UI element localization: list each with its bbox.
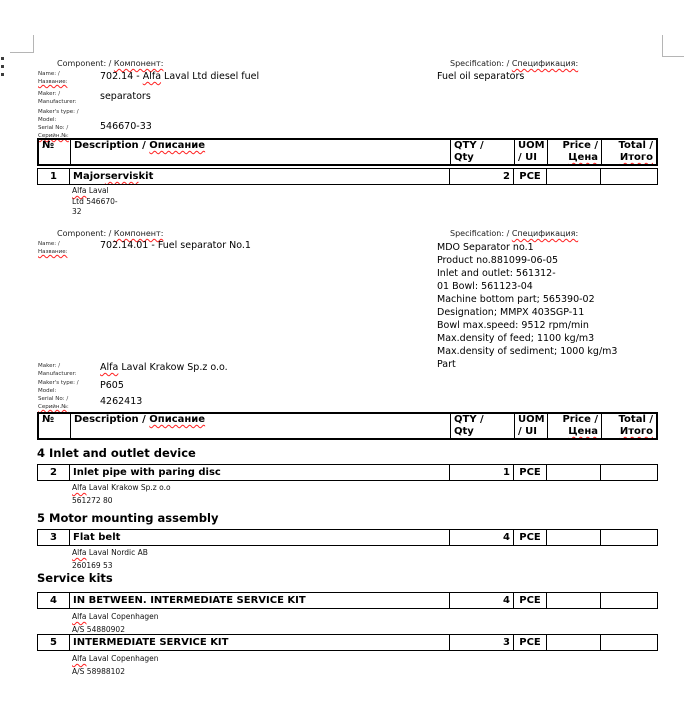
maker-note-part: Laval Krakow Sp.z o.o [86, 483, 171, 492]
spec-line: Designation; MMPX 403SGP-11 [437, 307, 585, 318]
margin-marker-dot [1, 73, 4, 76]
desc-part: IN BETWEEN. INTERMEDIATE SERVICE KIT [73, 595, 306, 606]
type-label-en: Maker's type: / [38, 109, 79, 115]
specification-label-ru: Спецификация: [511, 229, 579, 238]
header-no: № [42, 140, 55, 151]
row-5-maker-note [72, 653, 159, 678]
section-heading-motor: 5 Motor mounting assembly [37, 511, 219, 525]
maker-note-part: Alfa [72, 186, 87, 195]
row-description [69, 465, 449, 480]
serial-label-ru: Серийн.№: [38, 133, 69, 139]
table1-header [37, 138, 658, 166]
header-description-en: Description / [74, 140, 150, 151]
spec-line: MDO Separator no.1 [437, 242, 534, 253]
header-total-en: Total / [618, 414, 653, 425]
maker-note-line: 260169 53 [72, 560, 113, 570]
model-label-en: Model: [38, 117, 57, 123]
row-price [546, 169, 600, 184]
spec-line: 01 Bowl: 561123-04 [437, 281, 533, 292]
header-total [601, 414, 656, 438]
header-qty-line2: Qty [454, 152, 474, 163]
type-label-en: Maker's type: / [38, 380, 79, 386]
header-price [547, 414, 601, 438]
header-total-ru: Итого [619, 426, 653, 437]
row-total [600, 530, 657, 545]
maker-label-1 [38, 90, 77, 106]
row-number: 4 [50, 595, 57, 606]
maker-note-part: Laval Copenhagen [86, 612, 159, 621]
table-row-4 [37, 592, 658, 609]
header-total-en: Total / [618, 140, 653, 151]
header-qty [450, 140, 514, 164]
row-uom: PCE [513, 530, 546, 545]
header-description-ru: Описание [149, 414, 206, 425]
component-label-ru: Компонент: [113, 59, 164, 68]
row-qty: 3 [449, 635, 513, 650]
header-description-ru: Описание [149, 140, 206, 151]
row-total [600, 593, 657, 608]
header-price [547, 140, 601, 164]
name-label-2 [38, 240, 67, 256]
spec-line: Inlet and outlet: 561312- [437, 268, 556, 279]
maker-label-2 [38, 362, 77, 378]
maker-note-line: Ltd 546670- [72, 196, 118, 206]
margin-marker-dot [1, 65, 4, 68]
header-qty [450, 414, 514, 438]
component-label-2 [57, 229, 163, 238]
specification-label-en: Specification: / [450, 59, 512, 68]
row-number: 5 [50, 637, 57, 648]
serial-label-en: Serial No: / [38, 396, 69, 402]
makers-type-label-1 [38, 108, 79, 124]
row-2-maker-note [72, 482, 171, 507]
specification-label-ru: Спецификация: [511, 59, 579, 68]
type-value-2: P605 [100, 380, 124, 391]
row-total [600, 465, 657, 480]
name-label-1 [38, 70, 67, 86]
header-total [601, 140, 656, 164]
maker-note-part: Laval Nordic AB [86, 548, 148, 557]
table-row-3 [37, 529, 658, 546]
name-label-en: Name: / [38, 71, 60, 77]
serial-value-1: 546670-33 [100, 121, 152, 132]
header-uom [514, 140, 547, 164]
name-label-en: Name: / [38, 241, 60, 247]
component-label-1 [57, 59, 163, 68]
header-no: № [42, 414, 55, 425]
desc-part: Flat belt [73, 532, 121, 543]
header-price-en: Price / [562, 140, 598, 151]
name-value-part: Laval Ltd diesel fuel [161, 71, 260, 82]
maker-label-en: Maker: / [38, 363, 61, 369]
row-total [600, 635, 657, 650]
serial-value-2: 4262413 [100, 396, 143, 407]
name-label-ru: Название: [38, 249, 68, 255]
header-description-en: Description / [74, 414, 150, 425]
component-name-value-1-line2: separators [100, 91, 151, 102]
specification-value-1: Fuel oil separators [437, 71, 525, 82]
maker-label-en2: Manufacturer: [38, 99, 77, 105]
table-row-2 [37, 464, 658, 481]
serial-label-ru: Серийн.№: [38, 404, 69, 410]
text-boundary-mark-top-right-h [662, 56, 684, 57]
row-number: 2 [50, 467, 57, 478]
header-price-ru: Цена [568, 152, 598, 163]
maker-note-part: Alfa [72, 612, 87, 621]
row-uom: PCE [513, 635, 546, 650]
spec-line: Bowl max.speed: 9512 rpm/min [437, 320, 589, 331]
maker-note-line: 32 [72, 207, 82, 216]
spec-line: Part [437, 359, 456, 370]
text-boundary-mark-top-left-v [33, 35, 34, 53]
maker-label-en2: Manufacturer: [38, 371, 77, 377]
name-value-part: 702.14 - [100, 71, 143, 82]
name-label-ru: Название: [38, 79, 68, 85]
row-description [69, 635, 449, 650]
row-description [69, 169, 449, 184]
table-row-5 [37, 634, 658, 651]
header-qty-line1: QTY / [454, 140, 484, 151]
maker-note-line: A/S 58988102 [72, 666, 125, 676]
header-qty-line1: QTY / [454, 414, 484, 425]
specification-label-en: Specification: / [450, 229, 512, 238]
row-description [69, 593, 449, 608]
desc-part: Major [73, 171, 105, 182]
maker-note-part: Alfa [72, 548, 87, 557]
maker-value-part: Laval Krakow Sp.z o.o. [118, 362, 228, 373]
maker-value-part: Alfa [100, 362, 119, 373]
specification-list [437, 241, 617, 371]
model-label-en: Model: [38, 388, 57, 394]
spec-line: Max.density of feed; 1100 kg/m3 [437, 333, 595, 344]
header-uom-line2: / UI [518, 426, 537, 437]
row-1-maker-note [72, 186, 118, 218]
row-uom: PCE [513, 593, 546, 608]
serial-label-en: Serial No: / [38, 125, 69, 131]
header-description [70, 414, 450, 438]
component-name-value-1 [100, 71, 259, 82]
specification-label-2 [450, 229, 578, 238]
header-uom-line2: / UI [518, 152, 537, 163]
row-total [600, 169, 657, 184]
row-uom: PCE [513, 169, 546, 184]
header-price-en: Price / [562, 414, 598, 425]
component-label-en: Component: / [57, 229, 114, 238]
header-uom-line1: UOM [518, 140, 545, 151]
spec-line: Product no.881099-06-05 [437, 255, 559, 266]
header-uom [514, 414, 547, 438]
row-3-maker-note [72, 547, 148, 572]
header-qty-line2: Qty [454, 426, 474, 437]
header-price-ru: Цена [568, 426, 598, 437]
header-description [70, 140, 450, 164]
specification-label-1 [450, 59, 578, 68]
makers-type-label-2 [38, 379, 79, 395]
row-price [546, 465, 600, 480]
component-label-ru: Компонент: [113, 229, 164, 238]
section-heading-inlet: 4 Inlet and outlet device [37, 446, 196, 460]
desc-part: kit [138, 171, 154, 182]
row-description [69, 530, 449, 545]
row-qty: 2 [449, 169, 513, 184]
header-uom-line1: UOM [518, 414, 545, 425]
row-price [546, 593, 600, 608]
header-total-ru: Итого [619, 152, 653, 163]
text-boundary-mark-top-left-h [10, 52, 34, 53]
margin-marker-dot [1, 57, 4, 60]
spec-line: Machine bottom part; 565390-02 [437, 294, 595, 305]
desc-part: servis [104, 171, 139, 182]
maker-note-part: Alfa [72, 654, 87, 663]
maker-note-part: Laval Copenhagen [86, 654, 159, 663]
spec-line: Max.density of sediment; 1000 kg/m3 [437, 346, 618, 357]
row-qty: 4 [449, 530, 513, 545]
section-heading-service-kits: Service kits [37, 571, 113, 585]
desc-part: INTERMEDIATE SERVICE KIT [73, 637, 229, 648]
maker-note-line: A/S 54880902 [72, 624, 125, 634]
table2-header [37, 412, 658, 440]
row-qty: 4 [449, 593, 513, 608]
row-number: 1 [50, 171, 57, 182]
maker-note-part: Laval [86, 186, 109, 195]
text-boundary-mark-top-right-v [662, 35, 663, 57]
row-qty: 1 [449, 465, 513, 480]
row-4-maker-note [72, 611, 159, 636]
component-name-value-2: 702.14.01 - Fuel separator No.1 [100, 240, 251, 251]
maker-label-en: Maker: / [38, 91, 61, 97]
row-number: 3 [50, 532, 57, 543]
table-row-1 [37, 168, 658, 185]
maker-value-2 [100, 362, 228, 373]
maker-note-part: Alfa [72, 483, 87, 492]
row-price [546, 635, 600, 650]
serial-label-2 [38, 395, 69, 411]
row-price [546, 530, 600, 545]
row-uom: PCE [513, 465, 546, 480]
component-label-en: Component: / [57, 59, 114, 68]
maker-note-line: 561272 80 [72, 495, 113, 505]
desc-part: Inlet pipe with paring disc [73, 467, 221, 478]
name-value-part: Alfa [142, 71, 162, 82]
